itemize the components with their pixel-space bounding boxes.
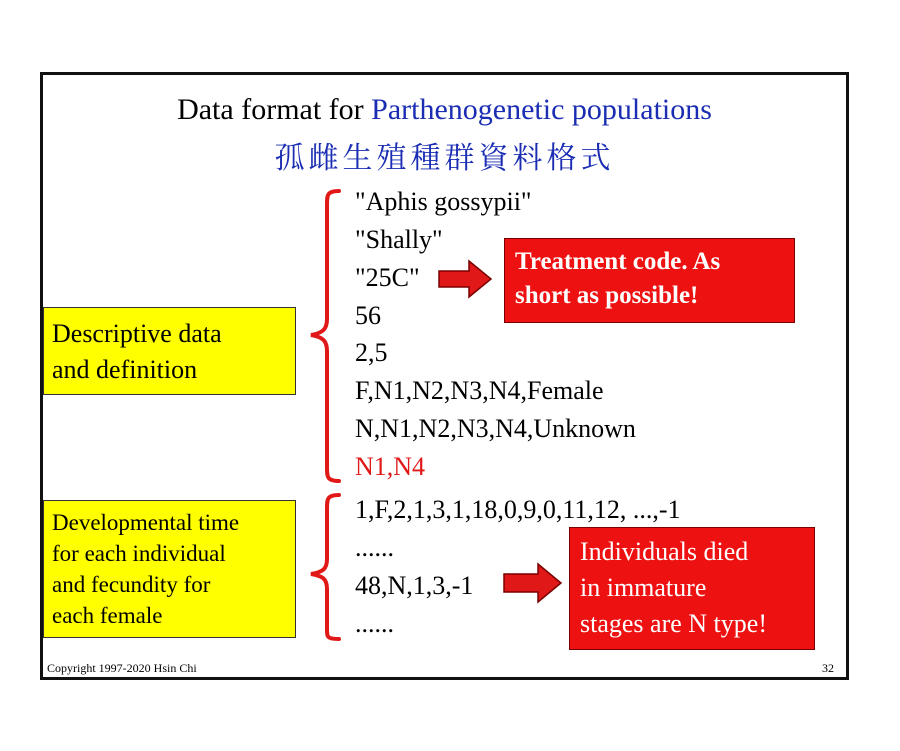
slide [40,72,849,680]
data-line-ellipsis-2: ...... [355,609,394,638]
slide-title-chinese: 孤雌生殖種群資料格式 [274,141,615,176]
callout-individuals-line-2: in immature [580,573,707,602]
data-line-stages: 2,5 [355,338,388,367]
data-line-count: 56 [355,301,381,330]
arrow-individuals-icon [504,564,561,602]
label-developmental-line-3: and fecundity for [52,572,211,597]
bracket-descriptive [311,191,339,481]
data-line-name: "Shally" [355,225,443,254]
data-line-female-def: F,N1,N2,N3,N4,Female [355,376,604,405]
label-developmental-line-1: Developmental time [52,510,240,535]
arrow-treatment-icon [439,261,491,297]
annotation-overlay [43,75,846,677]
data-line-ellipsis-1: ...... [355,533,394,562]
data-line-record-48: 48,N,1,3,-1 [355,571,474,600]
title-prefix: Data format for [177,93,372,126]
label-descriptive-line-2: and definition [52,355,198,384]
data-line-species: "Aphis gossypii" [355,187,532,216]
title-highlight: Parthenogenetic populations [371,93,712,126]
callout-individuals-line-1: Individuals died [580,537,749,566]
callout-treatment-line-2: short as possible! [515,282,699,309]
callout-treatment-line-1: Treatment code. As [515,248,721,275]
data-line-stage-range: N1,N4 [355,452,426,481]
label-developmental-line-4: each female [52,603,163,628]
data-line-treatment: "25C" [355,263,420,292]
label-developmental-line-2: for each individual [52,541,226,566]
data-line-unknown-def: N,N1,N2,N3,N4,Unknown [355,414,636,443]
data-line-record-1: 1,F,2,1,3,1,18,0,9,0,11,12, ...,-1 [355,495,681,524]
label-descriptive-line-1: Descriptive data [52,319,222,348]
footer-page-number: 32 [822,661,834,675]
footer-copyright: Copyright 1997-2020 Hsin Chi [47,661,197,675]
callout-individuals-line-3: stages are N type! [580,609,767,638]
bracket-developmental [311,495,339,639]
